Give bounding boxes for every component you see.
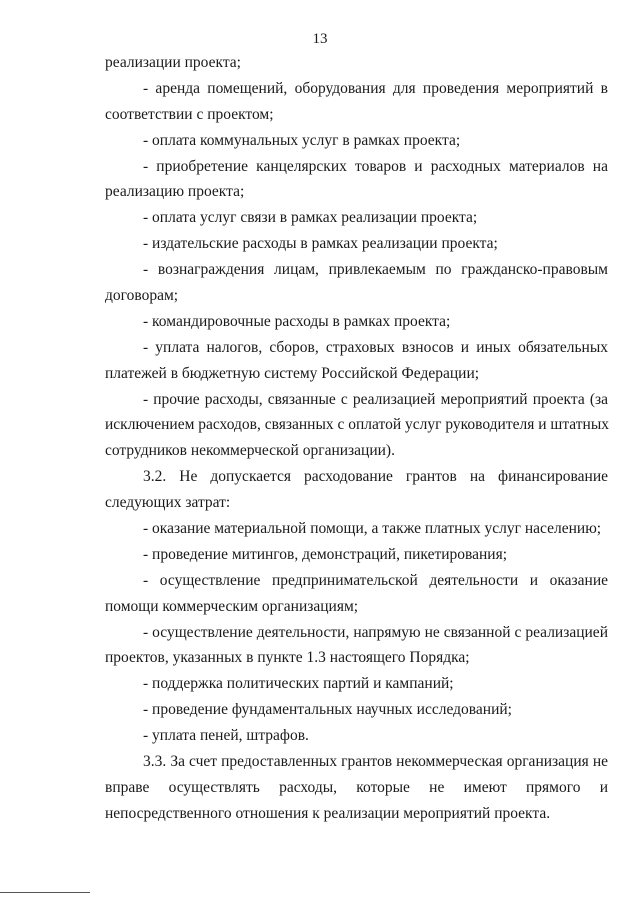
text-line: - приобретение канцелярских товаров и расходных материалов на (143, 157, 608, 175)
text-line: непосредственного отношения к реализации мероприятий проекта. (105, 804, 551, 822)
text-line: - оплата коммунальных услуг в рамках проекта; (143, 131, 461, 149)
text-line: - уплата пеней, штрафов. (143, 727, 309, 745)
text-line: - вознаграждения лицам, привлекаемым по гражданско-правовым (143, 261, 608, 279)
text-line: реализацию проекта; (105, 183, 245, 201)
text-line: следующих затрат: (105, 494, 231, 512)
text-line: договорам; (105, 287, 179, 305)
text-line: 3.3. За счет предоставленных грантов некоммерческая организация не (143, 753, 608, 771)
page-number: 13 (312, 31, 328, 47)
text-line: - командировочные расходы в рамках проекта; (143, 312, 451, 330)
text-line: помощи коммерческим организациям; (105, 597, 359, 615)
footer-rule (0, 892, 90, 893)
text-line: вправе осуществлять расходы, которые не имеют прямого и (105, 778, 608, 796)
text-line: сотрудников некоммерческой организации). (105, 442, 395, 460)
text-line: - осуществление предпринимательской деятельности и оказание (143, 571, 608, 589)
text-line: исключением расходов, связанных с оплатой услуг руководителя и штатных (105, 416, 609, 434)
text-line: - аренда помещений, оборудования для проведения мероприятий в (143, 79, 608, 97)
text-line: - издательские расходы в рамках реализации проекта; (143, 235, 498, 253)
text-line: реализации проекта; (105, 54, 241, 71)
text-line: - оплата услуг связи в рамках реализации проекта; (143, 209, 478, 227)
text-line: - оказание материальной помощи, а также платных услуг населению; (143, 520, 602, 538)
text-line: - уплата налогов, сборов, страховых взносов и иных обязательных (143, 338, 608, 356)
text-line: - проведение фундаментальных научных исследований; (143, 701, 512, 719)
text-line: - проведение митингов, демонстраций, пикетирования; (143, 545, 508, 563)
body-text (105, 50, 608, 827)
text-line: соответствии с проектом; (105, 105, 274, 123)
text-line: - поддержка политических партий и кампаний; (143, 675, 454, 693)
text-line: платежей в бюджетную систему Российской Федерации; (105, 364, 480, 382)
text-line: проектов, указанных в пункте 1.3 настоящего Порядка; (105, 649, 470, 667)
text-line: - прочие расходы, связанные с реализацией мероприятий проекта (за (143, 390, 608, 408)
text-line: 3.2. Не допускается расходование грантов на финансирование (143, 468, 608, 486)
text-line: - осуществление деятельности, напрямую не связанной с реализацией (143, 623, 608, 641)
